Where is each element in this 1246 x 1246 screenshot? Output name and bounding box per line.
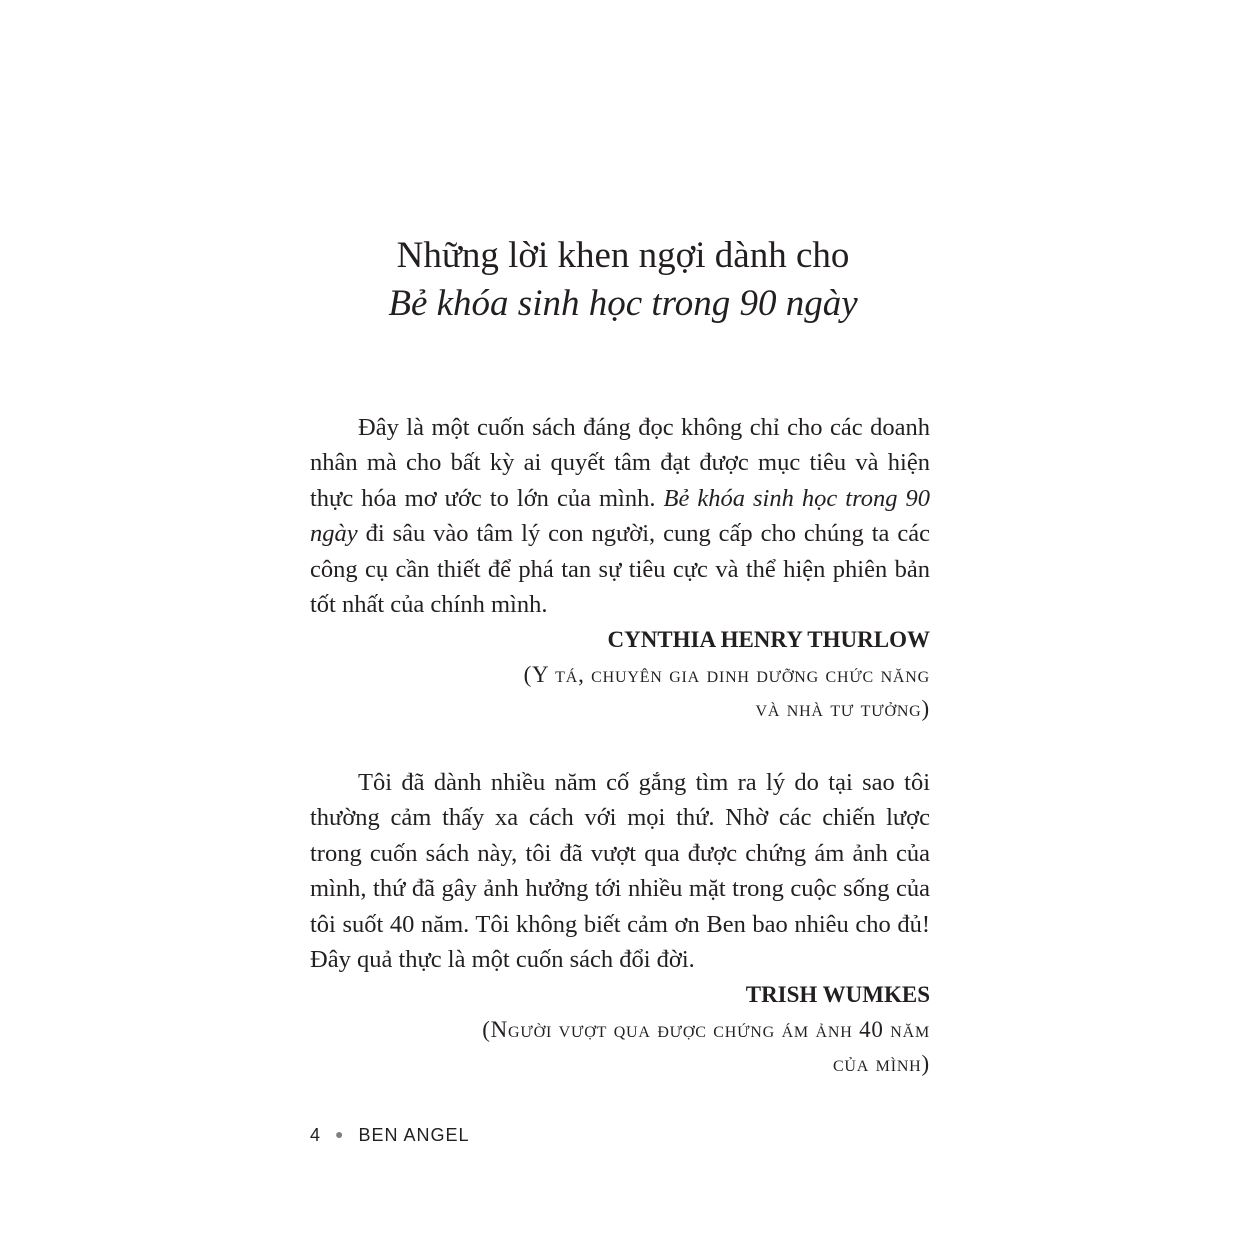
testimonial-1 [310, 410, 930, 726]
page-footer [310, 1121, 470, 1148]
testimonial-1-text-before: Đây là một cuốn sách đáng đọc không chỉ cho các doanh nhân mà cho bất kỳ ai quyết tâm đạt được mục tiêu và hiện thực hóa mơ ước to lớn của mình. [310, 414, 930, 512]
testimonial-1-book-title: Bẻ khóa sinh học trong 90 ngày [310, 484, 930, 548]
testimonial-1-role-line-2: và nhà tư tưởng) [755, 696, 930, 722]
testimonial-2-text: Tôi đã dành nhiều năm cố gắng tìm ra lý do tại sao tôi thường cảm thấy xa cách với mọi thứ. Nhờ các chiến lược trong cuốn sách này, tôi đã vượt qua được chứng ám ảnh của mình, thứ đã gây ảnh hưởng tới nhiều mặt trong cuộc sống của tôi suốt 40 năm. Tôi không biết cảm ơn Ben bao nhiêu cho đủ! Đây quả thực là một cuốn sách đổi đời. [310, 769, 930, 974]
testimonial-1-text [310, 410, 930, 622]
bullet-separator-icon: ● [335, 1126, 345, 1142]
testimonial-1-role-line-1: (Y tá, chuyên gia dinh dưỡng chức năng [523, 662, 930, 688]
testimonial-2-author: TRISH WUMKES [745, 982, 930, 1008]
testimonial-1-text-after: đi sâu vào tâm lý con người, cung cấp cho chúng ta các công cụ cần thiết để phá tan sự tiêu cực và thể hiện phiên bản tốt nhất của chính mình. [310, 520, 930, 619]
page-number: 4 [310, 1125, 322, 1145]
page-heading [0, 232, 1246, 328]
testimonial-1-author: CYNTHIA HENRY THURLOW [607, 627, 930, 653]
heading-book-title: Bẻ khóa sinh học trong 90 ngày [388, 283, 858, 324]
testimonial-2-role-line-1: (Người vượt qua được chứng ám ảnh 40 năm [482, 1017, 930, 1043]
testimonial-2 [310, 765, 930, 1081]
testimonial-2-role-line-2: của mình) [832, 1051, 930, 1077]
running-author-name: BEN ANGEL [358, 1125, 470, 1145]
heading-line-1: Những lời khen ngợi dành cho [396, 235, 850, 276]
